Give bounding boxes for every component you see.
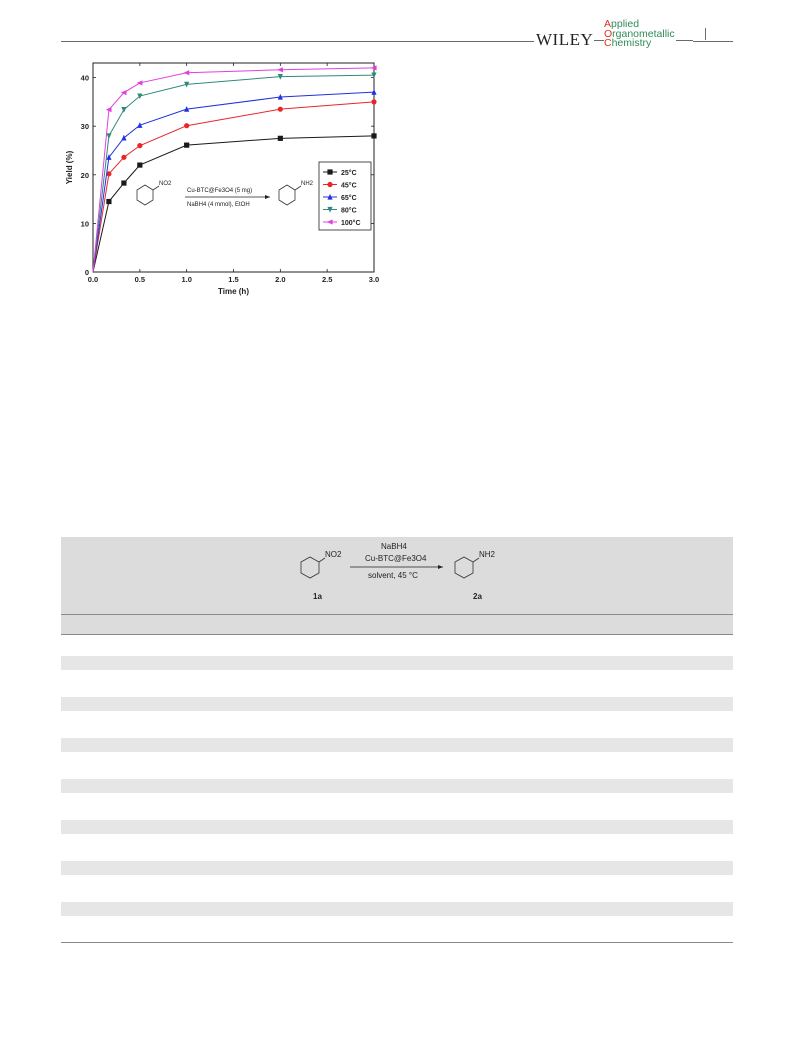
inset-reaction-scheme [137, 181, 314, 208]
data-point [137, 143, 142, 148]
yield-time-chart [60, 55, 390, 305]
compound-label-1a: 1a [313, 592, 322, 601]
product-group-2a: NH2 [479, 550, 496, 559]
benzene-ring-1a [301, 557, 319, 578]
y-tick-label: 40 [80, 73, 89, 83]
benzene-ring-2a [455, 557, 473, 578]
table-bottom-rule [61, 942, 733, 943]
journal-line-3: Chemistry [604, 37, 652, 49]
data-point [121, 155, 126, 160]
data-point [278, 136, 283, 141]
legend-label: 45°C [341, 182, 357, 190]
x-axis-label: Time (h) [218, 287, 249, 296]
x-tick-label: 0.5 [134, 275, 146, 284]
data-point [106, 199, 111, 204]
table-row [61, 820, 733, 834]
y-tick-label: 20 [80, 170, 89, 180]
x-tick-label: 1.0 [181, 275, 192, 284]
legend-label: 80°C [341, 207, 357, 215]
table-row [61, 697, 733, 711]
data-point [371, 99, 376, 104]
table-row [61, 902, 733, 916]
y-tick-label: 30 [80, 122, 89, 132]
y-tick-label: 10 [80, 219, 89, 229]
journal-logo [604, 20, 675, 49]
x-tick-label: 0.0 [87, 275, 99, 284]
inset-reagent-bottom: NaBH4 (4 mmol), EtOH [187, 202, 250, 208]
table-row [61, 779, 733, 793]
scheme-arrow-head [438, 565, 443, 569]
table-scheme-header [61, 537, 733, 614]
legend-label: 100°C [341, 220, 361, 227]
benzene-ring-reactant [137, 185, 153, 205]
x-tick-label: 1.5 [228, 275, 239, 284]
publisher-logo: WILEY [536, 30, 594, 49]
data-point [371, 133, 376, 138]
data-point [137, 93, 142, 99]
legend-marker [327, 169, 332, 174]
scheme-reagent-1: NaBH4 [381, 542, 407, 551]
table-row [61, 656, 733, 670]
data-point [184, 70, 190, 75]
inset-reagent-top: Cu-BTC@Fe3O4 (5 mg) [187, 188, 253, 194]
legend-label: 65°C [341, 195, 357, 202]
x-tick-label: 2.0 [275, 275, 286, 284]
table-row [61, 861, 733, 875]
data-point [121, 180, 126, 185]
header-rule [61, 41, 534, 42]
data-point [106, 133, 111, 139]
data-point [184, 143, 189, 148]
benzene-ring-product [279, 185, 295, 205]
header-rule-dash [594, 40, 604, 41]
header-rule-dash [676, 40, 693, 41]
compound-label-2a: 2a [473, 592, 482, 601]
arrow-head [265, 195, 270, 199]
table-header-rule [61, 634, 733, 635]
data-point [121, 135, 126, 141]
data-point [277, 67, 283, 72]
scheme-reagent-2: Cu-BTC@Fe3O4 [365, 554, 427, 563]
scheme-condition: solvent, 45 °C [368, 571, 418, 580]
table-row [61, 738, 733, 752]
reactant-group-label: NO2 [159, 181, 172, 187]
journal-line-1: Applied [604, 18, 640, 30]
data-point [278, 107, 283, 112]
y-axis-label: Yield (%) [65, 150, 74, 185]
legend-marker [327, 182, 332, 187]
y-tick-label: 0 [84, 268, 89, 277]
data-point [184, 123, 189, 128]
data-point [137, 162, 142, 167]
table-reaction-scheme [61, 537, 733, 614]
legend-label: 25°C [341, 170, 357, 177]
page-number-tick [705, 28, 706, 40]
reactant-group-1a: NO2 [325, 550, 342, 559]
journal-line-2: Organometallic [604, 27, 675, 40]
x-tick-label: 2.5 [321, 275, 333, 284]
header-rule-right [693, 41, 733, 42]
x-tick-label: 3.0 [368, 275, 380, 284]
table-column-header-row [61, 615, 733, 634]
product-group-label: NH2 [301, 181, 314, 187]
